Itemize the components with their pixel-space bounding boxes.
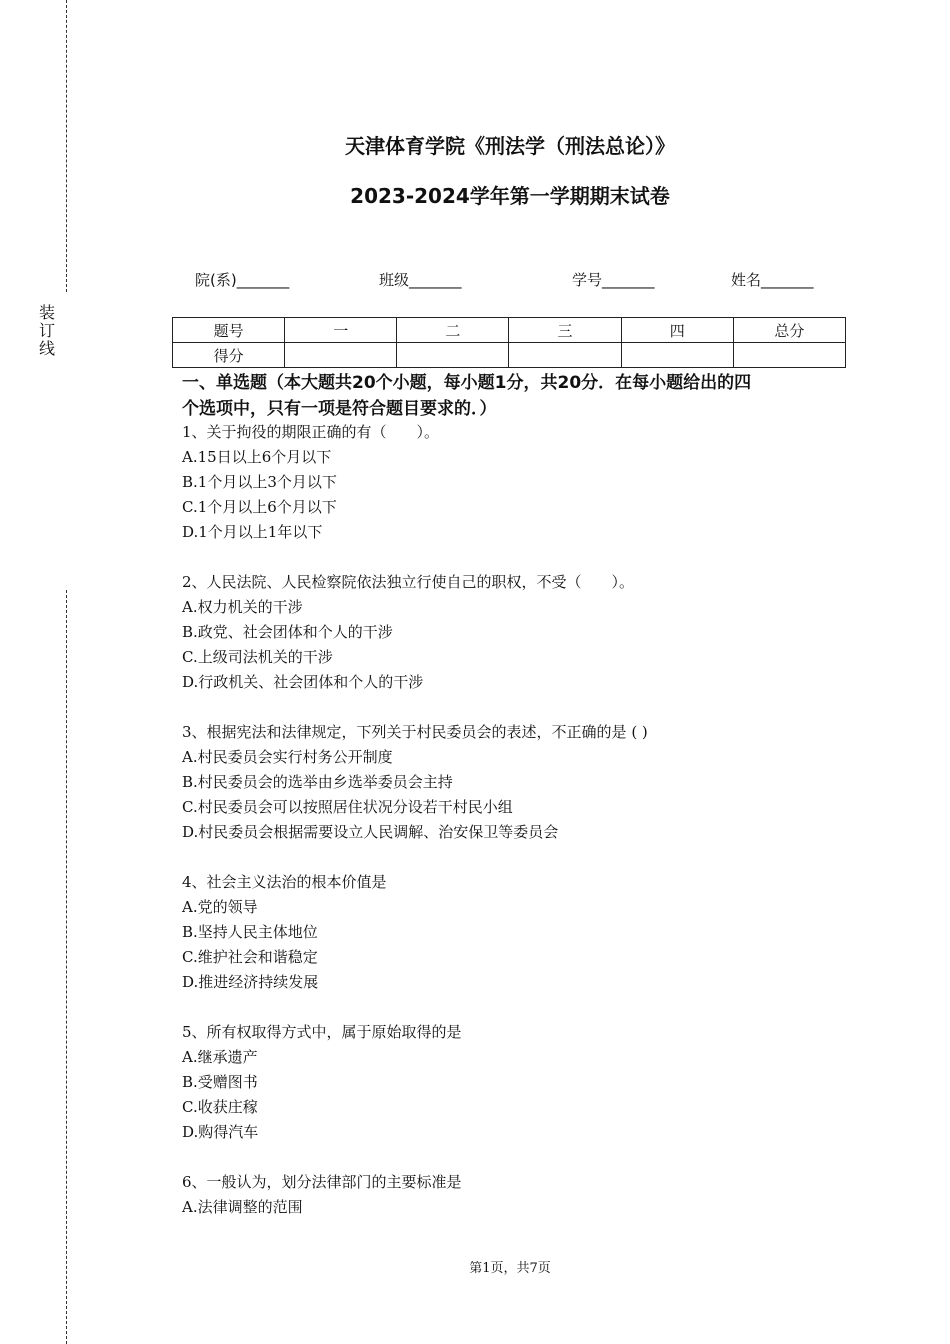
question-option: C.村民委员会可以按照居住状况分设若干村民小组 [182,798,513,816]
section-heading-line: 一、单选题（本大题共20个小题，每小题1分，共20分．在每小题给出的四 [182,373,752,393]
student-id-field: 学号_______ [572,271,655,289]
score-table-header-cell: 一 [285,318,397,343]
question-stem: 4、社会主义法治的根本价值是 [182,873,387,891]
question-option: C.维护社会和谐稳定 [182,948,318,966]
question-stem: 5、所有权取得方式中，属于原始取得的是 [182,1023,462,1041]
exam-title: 天津体育学院《刑法学（刑法总论）》 [345,134,675,158]
class-field: 班级_______ [379,271,462,289]
question-option: D.购得汽车 [182,1123,259,1141]
score-cell [621,343,733,368]
binding-label-char: 订 [38,321,55,340]
question-1 [182,420,862,545]
score-table [172,317,846,368]
question-option: D.1个月以上1年以下 [182,523,323,541]
question-option: C.收获庄稼 [182,1098,258,1116]
score-row-label: 得分 [173,343,285,368]
binding-label-char: 装 [38,303,55,322]
question-option: B.坚持人民主体地位 [182,923,318,941]
binding-dashed-line-bottom [66,590,67,1344]
question-option: B.受赠图书 [182,1073,258,1091]
binding-label-char: 线 [38,339,55,358]
question-option: D.村民委员会根据需要设立人民调解、治安保卫等委员会 [182,823,559,841]
score-cell [285,343,397,368]
question-option: A.继承遗产 [182,1048,258,1066]
question-stem: 1、关于拘役的期限正确的有（ ）。 [182,423,440,441]
question-option: B.1个月以上3个月以下 [182,473,337,491]
question-option: D.行政机关、社会团体和个人的干涉 [182,673,424,691]
score-table-header-cell: 题号 [173,318,285,343]
question-option: A.村民委员会实行村务公开制度 [182,748,393,766]
section-heading-line: 个选项中，只有一项是符合题目要求的．） [182,399,497,419]
score-cell [397,343,509,368]
section-heading [182,370,842,422]
score-table-header-cell: 二 [397,318,509,343]
question-option: B.政党、社会团体和个人的干涉 [182,623,393,641]
question-stem: 3、根据宪法和法律规定，下列关于村民委员会的表述，不正确的是 ( ) [182,723,648,741]
score-cell [509,343,621,368]
question-3 [182,720,862,845]
question-option: C.上级司法机关的干涉 [182,648,333,666]
score-table-header-row [173,318,846,343]
score-table-header-cell: 三 [509,318,621,343]
score-table-header-cell: 四 [621,318,733,343]
score-table-score-row [173,343,846,368]
exam-subtitle: 2023-2024学年第一学期期末试卷 [350,184,670,208]
name-field: 姓名_______ [731,271,814,289]
question-option: A.15日以上6个月以下 [182,448,332,466]
question-list [182,420,862,1245]
question-option: B.村民委员会的选举由乡选举委员会主持 [182,773,453,791]
question-4 [182,870,862,995]
department-field: 院(系)_______ [195,271,290,289]
binding-line-label [38,304,56,358]
score-cell [733,343,845,368]
question-option: C.1个月以上6个月以下 [182,498,337,516]
question-stem: 6、一般认为，划分法律部门的主要标准是 [182,1173,462,1191]
question-2 [182,570,862,695]
question-6 [182,1170,862,1220]
score-table-header-cell: 总分 [733,318,845,343]
page-footer: 第1页，共7页 [469,1261,551,1276]
question-stem: 2、人民法院、人民检察院依法独立行使自己的职权，不受（ ）。 [182,573,635,591]
question-option: D.推进经济持续发展 [182,973,319,991]
question-option: A.党的领导 [182,898,258,916]
question-option: A.法律调整的范围 [182,1198,303,1216]
question-5 [182,1020,862,1145]
question-option: A.权力机关的干涉 [182,598,303,616]
